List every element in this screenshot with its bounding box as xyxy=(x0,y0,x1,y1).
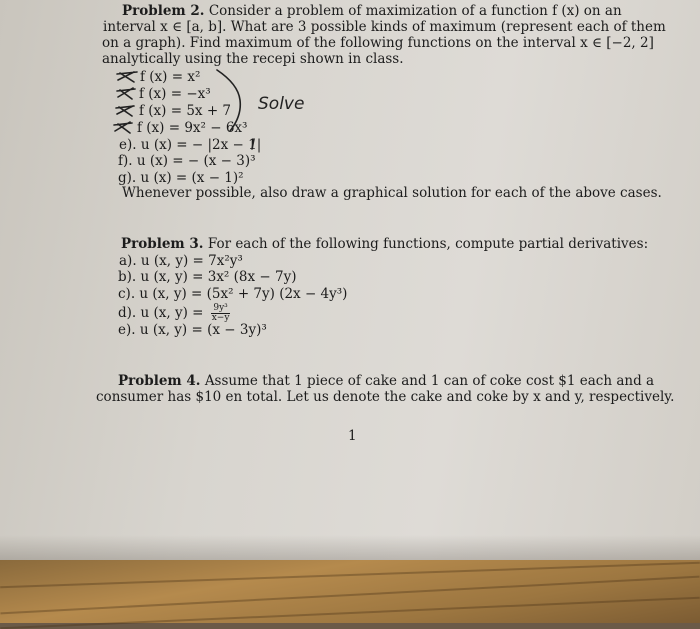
scribble-d xyxy=(114,122,132,133)
problem4-line2: consumer has $10 en total. Let us denote the cake and coke by x and y, respectively. xyxy=(96,389,675,405)
fraction-numerator: 9y³ xyxy=(211,304,231,314)
problem2-line2: interval x ∈ [a, b]. What are 3 possible kinds of maximum (represent each of them xyxy=(103,19,666,35)
problem4-line1 xyxy=(118,373,654,389)
problem3-item-b: b). u (x, y) = 3x² (8x − 7y) xyxy=(118,269,297,285)
problem3-item-d-label: d). u (x, y) = xyxy=(118,305,204,321)
problem2-heading: Problem 2. xyxy=(122,3,205,19)
problem4-text-1: Assume that 1 piece of cake and 1 can of coke cost $1 each and a xyxy=(204,373,655,389)
problem3-item-d xyxy=(118,304,230,323)
problem2-line3: on a graph). Find maximum of the following functions on the interval x ∈ [−2, 2] xyxy=(102,35,654,51)
problem2-line4: analytically using the recepi shown in class. xyxy=(102,51,404,67)
crossed-tick xyxy=(252,139,254,149)
handwritten-solve: Solve xyxy=(258,94,305,114)
scribble-b xyxy=(117,88,135,99)
problem2-text-1: Consider a problem of maximization of a function f (x) on an xyxy=(208,3,622,19)
fraction xyxy=(211,304,231,323)
scribble-c xyxy=(116,106,134,116)
problem2-item-f: f). u (x) = − (x − 3)³ xyxy=(118,153,256,169)
problem3-intro: For each of the following functions, compute partial derivatives: xyxy=(207,236,649,252)
problem3-item-e: e). u (x, y) = (x − 3y)³ xyxy=(118,322,267,338)
problem3-item-c: c). u (x, y) = (5x² + 7y) (2x − 4y³) xyxy=(118,286,348,302)
page-number: 1 xyxy=(348,428,357,444)
problem3-heading: Problem 3. xyxy=(121,236,204,252)
problem2-closing: Whenever possible, also draw a graphical solution for each of the above cases. xyxy=(122,185,662,201)
problem2-item-a: f (x) = x² xyxy=(140,69,201,85)
bracket-stroke xyxy=(217,70,240,131)
fraction-denominator: x−y xyxy=(211,313,230,323)
problem3-item-a: a). u (x, y) = 7x²y³ xyxy=(119,253,243,269)
problem2-item-c: f (x) = 5x + 7 xyxy=(139,103,232,119)
problem3-line1 xyxy=(121,236,648,252)
wooden-table xyxy=(0,560,700,623)
scribble-a xyxy=(117,72,137,82)
problem2-item-g: g). u (x) = (x − 1)² xyxy=(118,170,244,186)
problem2-item-b: f (x) = −x³ xyxy=(139,86,211,102)
problem4-heading: Problem 4. xyxy=(118,373,201,389)
problem2-item-e: e). u (x) = − |2x − 1| xyxy=(119,137,262,153)
problem2-item-d: f (x) = 9x² − 6x³ xyxy=(137,120,248,136)
